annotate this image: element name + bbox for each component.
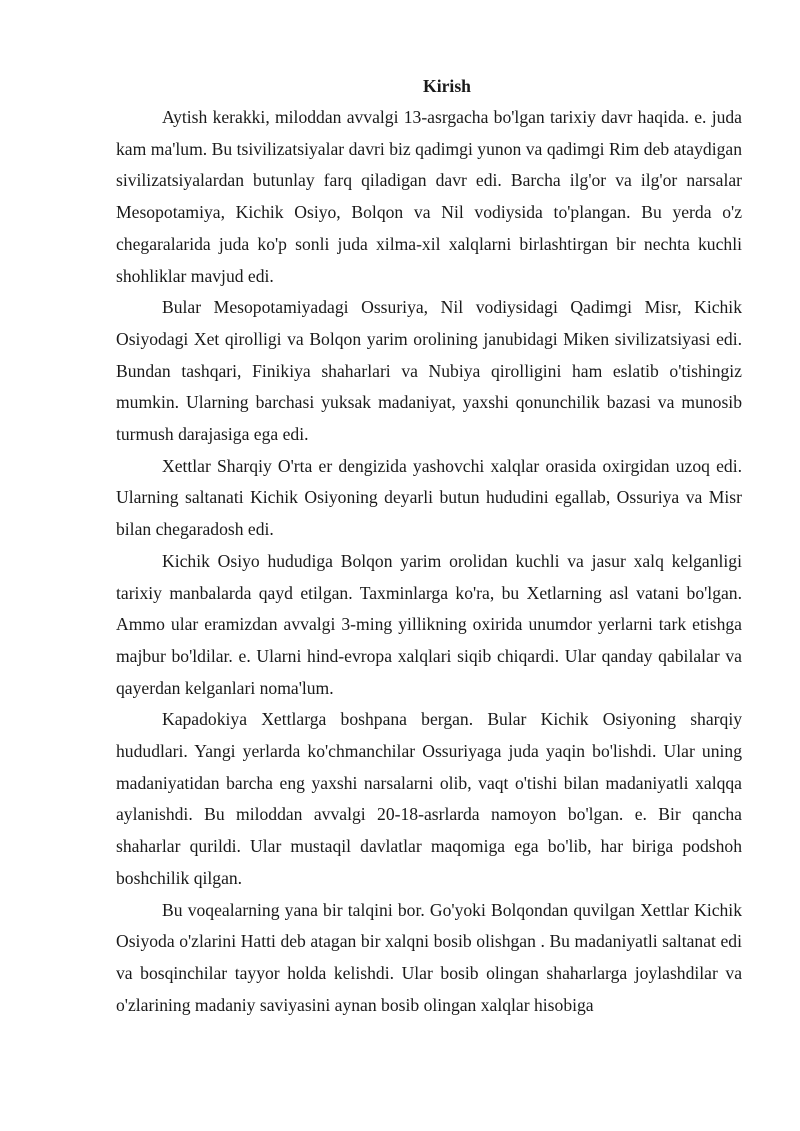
paragraph: Bular Mesopotamiyadagi Ossuriya, Nil vodiysidagi Qadimgi Misr, Kichik Osiyodagi Xet qirolligi va Bolqon yarim orolining janubidagi Miken sivilizatsiyasi edi. Bundan tashqari, Finikiya shaharlari va Nubiya qirolligini ham eslatib o'tishingiz mumkin. Ularning barchasi yuksak madaniyat, yaxshi qonunchilik bazasi va munosib turmush darajasiga ega edi. — [116, 297, 742, 445]
paragraph: Xettlar Sharqiy O'rta er dengizida yashovchi xalqlar orasida oxirgidan uzoq edi. Ularning saltanati Kichik Osiyoning deyarli butun hududini egallab, Ossuriya va Misr bilan chegaradosh edi. — [116, 455, 742, 540]
paragraph: Bu voqealarning yana bir talqini bor. Go'yoki Bolqondan quvilgan Xettlar Kichik Osiyoda o'zlarini Hatti deb atagan bir xalqni bosib olishgan . Bu madaniyatli saltanat edi va bosqinchilar tayyor holda kelishdi. Ular bosib olingan shaharlarga joylashdilar va o'zlarining madaniy saviyasini aynan bosib olingan xalqlar hisobiga — [116, 899, 742, 1015]
paragraph: Kichik Osiyo hududiga Bolqon yarim orolidan kuchli va jasur xalq kelganligi tarixiy manbalarda qayd etilgan. Taxminlarga ko'ra, bu Xetlarning asl vatani bo'lgan. Ammo ular eramizdan avvalgi 3-ming yillikning oxirida unumdor yerlarni tark etishga majbur bo'ldilar. e. Ularni hind-evropa xalqlari siqib chiqardi. Ular qanday qabilalar va qayerdan kelganlari noma'lum. — [116, 550, 742, 698]
paragraph: Kapadokiya Xettlarga boshpana bergan. Bular Kichik Osiyoning sharqiy hududlari. Yangi yerlarda ko'chmanchilar Ossuriyaga juda yaqin bo'lishdi. Ular uning madaniyatidan barcha eng yaxshi narsalarni olib, vaqt o'tishi bilan madaniyatli xalqqa aylanishdi. Bu miloddan avvalgi 20-18-asrlarda namoyon bo'lgan. e. Bir qancha shaharlar qurildi. Ular mustaqil davlatlar maqomiga ega bo'lib, har biriga podshoh boshchilik qilgan. — [116, 709, 742, 888]
paragraph: Aytish kerakki, miloddan avvalgi 13-asrgacha bo'lgan tarixiy davr haqida. e. juda kam ma'lum. Bu tsivilizatsiyalar davri biz qadimgi yunon va qadimgi Rim deb ataydigan sivilizatsiyalardan butunlay farq qiladigan davr edi. Barcha ilg'or va ilg'or narsalar Mesopotamiya, Kichik Osiyo, Bolqon va Nil vodiysida to'plangan. Bu yerda o'z chegaralarida juda ko'p sonli juda xilma-xil xalqlarni birlashtirgan bir nechta kuchli shohliklar mavjud edi. — [116, 107, 742, 286]
page-title: Kirish — [423, 76, 471, 96]
